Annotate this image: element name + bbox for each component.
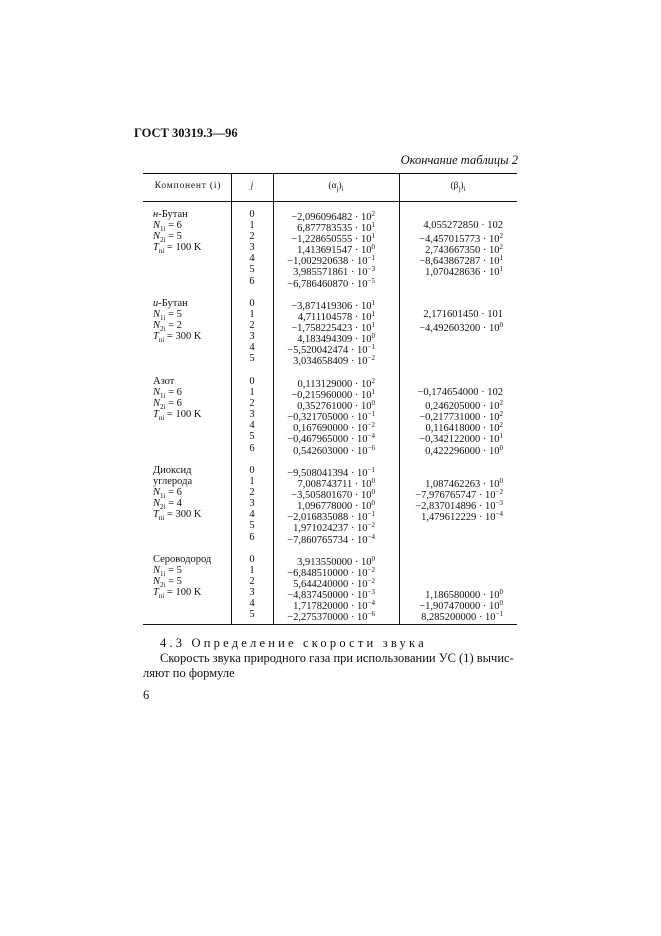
header-j: j [250,181,254,191]
beta-cell: $-4,492603200 \cdot 10^0$ [419,321,503,335]
beta-cell: $0,116418000 \cdot 10^2$ [425,421,503,435]
table-row [143,298,517,312]
alpha-cell: $-0,467965000 \cdot 10^{-4}$ [287,432,375,446]
alpha-cell: $1,413691547 \cdot 10^0$ [297,243,375,257]
component-cell: $N_{1i} = 6$ [153,387,182,401]
j-cell: 4 [249,253,255,265]
table-row [143,531,517,546]
beta-cell: $2,743667350 \cdot 10^2$ [425,243,503,257]
table-row [143,431,517,446]
beta-cell: −0,174654000 · 102 [417,387,503,399]
table-row [143,275,517,290]
j-cell: 2 [249,231,255,243]
alpha-cell: $-1,758225423 \cdot 10^1$ [291,321,375,335]
alpha-cell: $0,167690000 \cdot 10^{-2}$ [293,421,375,435]
j-cell: 4 [249,598,255,610]
alpha-cell: $6,877783535 \cdot 10^1$ [297,221,375,235]
beta-cell: $1,087462263 \cdot 10^0$ [425,477,503,491]
beta-cell: $-4,457015773 \cdot 10^2$ [419,232,503,246]
table-group [143,209,517,290]
table-row [143,587,517,602]
document-code: ГОСТ 30319.3—96 [134,126,238,140]
alpha-cell: $-6,786460870 \cdot 10^{-5}$ [287,276,375,290]
table-group [143,376,517,457]
alpha-cell: $-1,228650555 \cdot 10^1$ [291,232,375,246]
j-cell: 5 [249,609,255,621]
alpha-cell: $7,008743711 \cdot 10^0$ [297,477,375,491]
section-paragraph [143,651,523,681]
beta-cell: $8,285200000 \cdot 10^{-1}$ [421,610,503,624]
table-row [143,465,517,479]
table-row [143,309,517,324]
j-cell: 5 [249,353,255,365]
beta-cell: $-8,643867287 \cdot 10^1$ [419,254,503,268]
component-cell: углерода [153,476,193,488]
alpha-cell: $4,711104578 \cdot 10^1$ [297,310,375,324]
component-cell: $T_{ni} = 100$ K [153,242,202,256]
j-cell: 4 [249,509,255,521]
component-cell: Азот [153,376,175,387]
table-row [143,576,517,591]
table-row [143,609,517,624]
table-row [143,598,517,613]
table-row [143,253,517,268]
beta-cell: $0,422296000 \cdot 10^0$ [425,443,503,457]
table-row [143,498,517,513]
table-row [143,387,517,402]
alpha-cell: $-3,505801670 \cdot 10^0$ [291,488,375,502]
table-row [143,420,517,435]
beta-cell: $0,246205000 \cdot 10^2$ [425,399,503,413]
j-cell: 0 [249,298,255,309]
table-group [143,298,517,368]
alpha-cell: $-2,096096482 \cdot 10^2$ [291,210,375,223]
table-caption: Окончание таблицы 2 [400,153,518,167]
j-cell: 4 [249,342,255,354]
table-row [143,487,517,502]
table-row [143,264,517,279]
component-cell: $N_{2i} = 4$ [153,498,182,512]
beta-cell: $-0,342122000 \cdot 10^1$ [419,432,503,446]
table-group [143,465,517,546]
component-cell: $N_{1i} = 6$ [153,220,182,234]
j-cell: 2 [249,398,255,410]
table-row [143,220,517,235]
beta-cell: $-2,837014896 \cdot 10^{-3}$ [415,499,503,513]
table-row [143,231,517,246]
alpha-cell: $-5,520042474 \cdot 10^{-1}$ [287,343,375,357]
table-row [143,331,517,346]
alpha-cell: $-3,871419306 \cdot 10^1$ [291,299,375,312]
beta-cell: $-0,217731000 \cdot 10^2$ [419,410,503,424]
beta-cell: $1,479612229 \cdot 10^{-4}$ [421,510,503,524]
table-row [143,376,517,390]
j-cell: 1 [249,387,255,399]
j-cell: 6 [249,531,255,543]
table-row [143,353,517,368]
component-cell: $N_{1i} = 6$ [153,487,182,501]
alpha-cell: $1,971024237 \cdot 10^{-2}$ [293,521,375,535]
header-beta: $(\beta_j)_i$ [450,181,466,193]
component-cell: Диоксид [153,465,192,476]
table-row [143,398,517,413]
component-cell: $N_{1i} = 5$ [153,309,182,323]
table-row [143,476,517,491]
j-cell: 3 [249,331,255,343]
page-number: 6 [143,688,150,702]
j-cell: 1 [249,565,255,577]
alpha-cell: $-2,016835088 \cdot 10^{-1}$ [287,510,375,524]
component-cell: и-Бутан [153,298,188,309]
j-cell: 3 [249,242,255,254]
table-row [143,509,517,524]
table-row [143,242,517,257]
table-row [143,565,517,580]
alpha-cell: $-9,508041394 \cdot 10^{-1}$ [287,466,375,479]
j-cell: 1 [249,476,255,488]
component-cell: $T_{ni} = 300$ K [153,509,202,523]
paragraph-line-2: ляют по формуле [143,666,235,680]
beta-cell: $1,186580000 \cdot 10^0$ [425,588,503,602]
j-cell: 3 [249,498,255,510]
j-cell: 0 [249,465,255,476]
alpha-cell: $-0,321705000 \cdot 10^{-1}$ [287,410,375,424]
component-cell: $N_{2i} = 5$ [153,231,182,245]
j-cell: 2 [249,487,255,499]
alpha-cell: $0,113129000 \cdot 10^2$ [297,377,375,390]
alpha-cell: $-1,002920638 \cdot 10^{-1}$ [287,254,375,268]
j-cell: 6 [249,442,255,454]
alpha-cell: $0,542603000 \cdot 10^{-6}$ [293,443,375,457]
table-row [143,409,517,424]
alpha-cell: $1,717820000 \cdot 10^{-4}$ [293,599,375,613]
section-title: 4.3 Определение скорости звука [160,636,427,650]
beta-cell: $-1,907470000 \cdot 10^0$ [419,599,503,613]
j-cell: 2 [249,576,255,588]
paragraph-line-1: Скорость звука природного газа при использовании УС (1) вычис- [160,651,514,665]
alpha-cell: $3,034658409 \cdot 10^{-2}$ [293,354,375,368]
alpha-cell: $-4,837450000 \cdot 10^{-3}$ [287,588,375,602]
component-cell: $N_{2i} = 6$ [153,398,182,412]
beta-cell: $-7,976765747 \cdot 10^{-2}$ [415,488,503,502]
alpha-cell: $1,096778000 \cdot 10^0$ [297,499,375,513]
j-cell: 1 [249,309,255,321]
j-cell: 0 [249,376,255,387]
component-cell: $T_{ni} = 100$ K [153,409,202,423]
j-cell: 0 [249,209,255,220]
alpha-cell: $0,352761000 \cdot 10^0$ [297,399,375,413]
beta-cell: 2,171601450 · 101 [423,309,503,321]
header-component: Компонент (i) [154,181,222,191]
component-cell: $T_{ni} = 100$ K [153,587,202,601]
table-row [143,209,517,223]
alpha-cell: $3,913550000 \cdot 10^0$ [297,555,375,568]
j-cell: 3 [249,587,255,599]
j-cell: 5 [249,520,255,532]
j-cell: 6 [249,275,255,287]
table-group [143,554,517,624]
beta-cell: 4,055272850 · 102 [423,220,503,232]
table-row [143,442,517,457]
table-row [143,520,517,535]
header-alpha: $(\alpha_j)_i$ [328,181,344,193]
component-cell: н-Бутан [153,209,188,220]
component-cell: $N_{2i} = 5$ [153,576,182,590]
j-cell: 1 [249,220,255,232]
alpha-cell: $-0,215960000 \cdot 10^1$ [291,388,375,402]
j-cell: 3 [249,409,255,421]
beta-cell: $1,070428636 \cdot 10^1$ [425,265,503,279]
alpha-cell: $5,644240000 \cdot 10^{-2}$ [293,577,375,591]
j-cell: 2 [249,320,255,332]
alpha-cell: $-6,848510000 \cdot 10^{-2}$ [287,566,375,580]
alpha-cell: $-7,860765734 \cdot 10^{-4}$ [287,532,375,546]
table-row [143,320,517,335]
table-row [143,554,517,568]
alpha-cell: $4,183494309 \cdot 10^0$ [297,332,375,346]
j-cell: 0 [249,554,255,565]
j-cell: 4 [249,420,255,432]
alpha-cell: $-2,275370000 \cdot 10^{-6}$ [287,610,375,624]
alpha-cell: $3,985571861 \cdot 10^{-3}$ [293,265,375,279]
coefficients-table [143,173,517,625]
j-cell: 5 [249,431,255,443]
table-row [143,342,517,357]
j-cell: 5 [249,264,255,276]
component-cell: $N_{1i} = 5$ [153,565,182,579]
component-cell: Сероводород [153,554,212,565]
component-cell: $T_{ni} = 300$ K [153,331,202,345]
component-cell: $N_{2i} = 2$ [153,320,182,334]
